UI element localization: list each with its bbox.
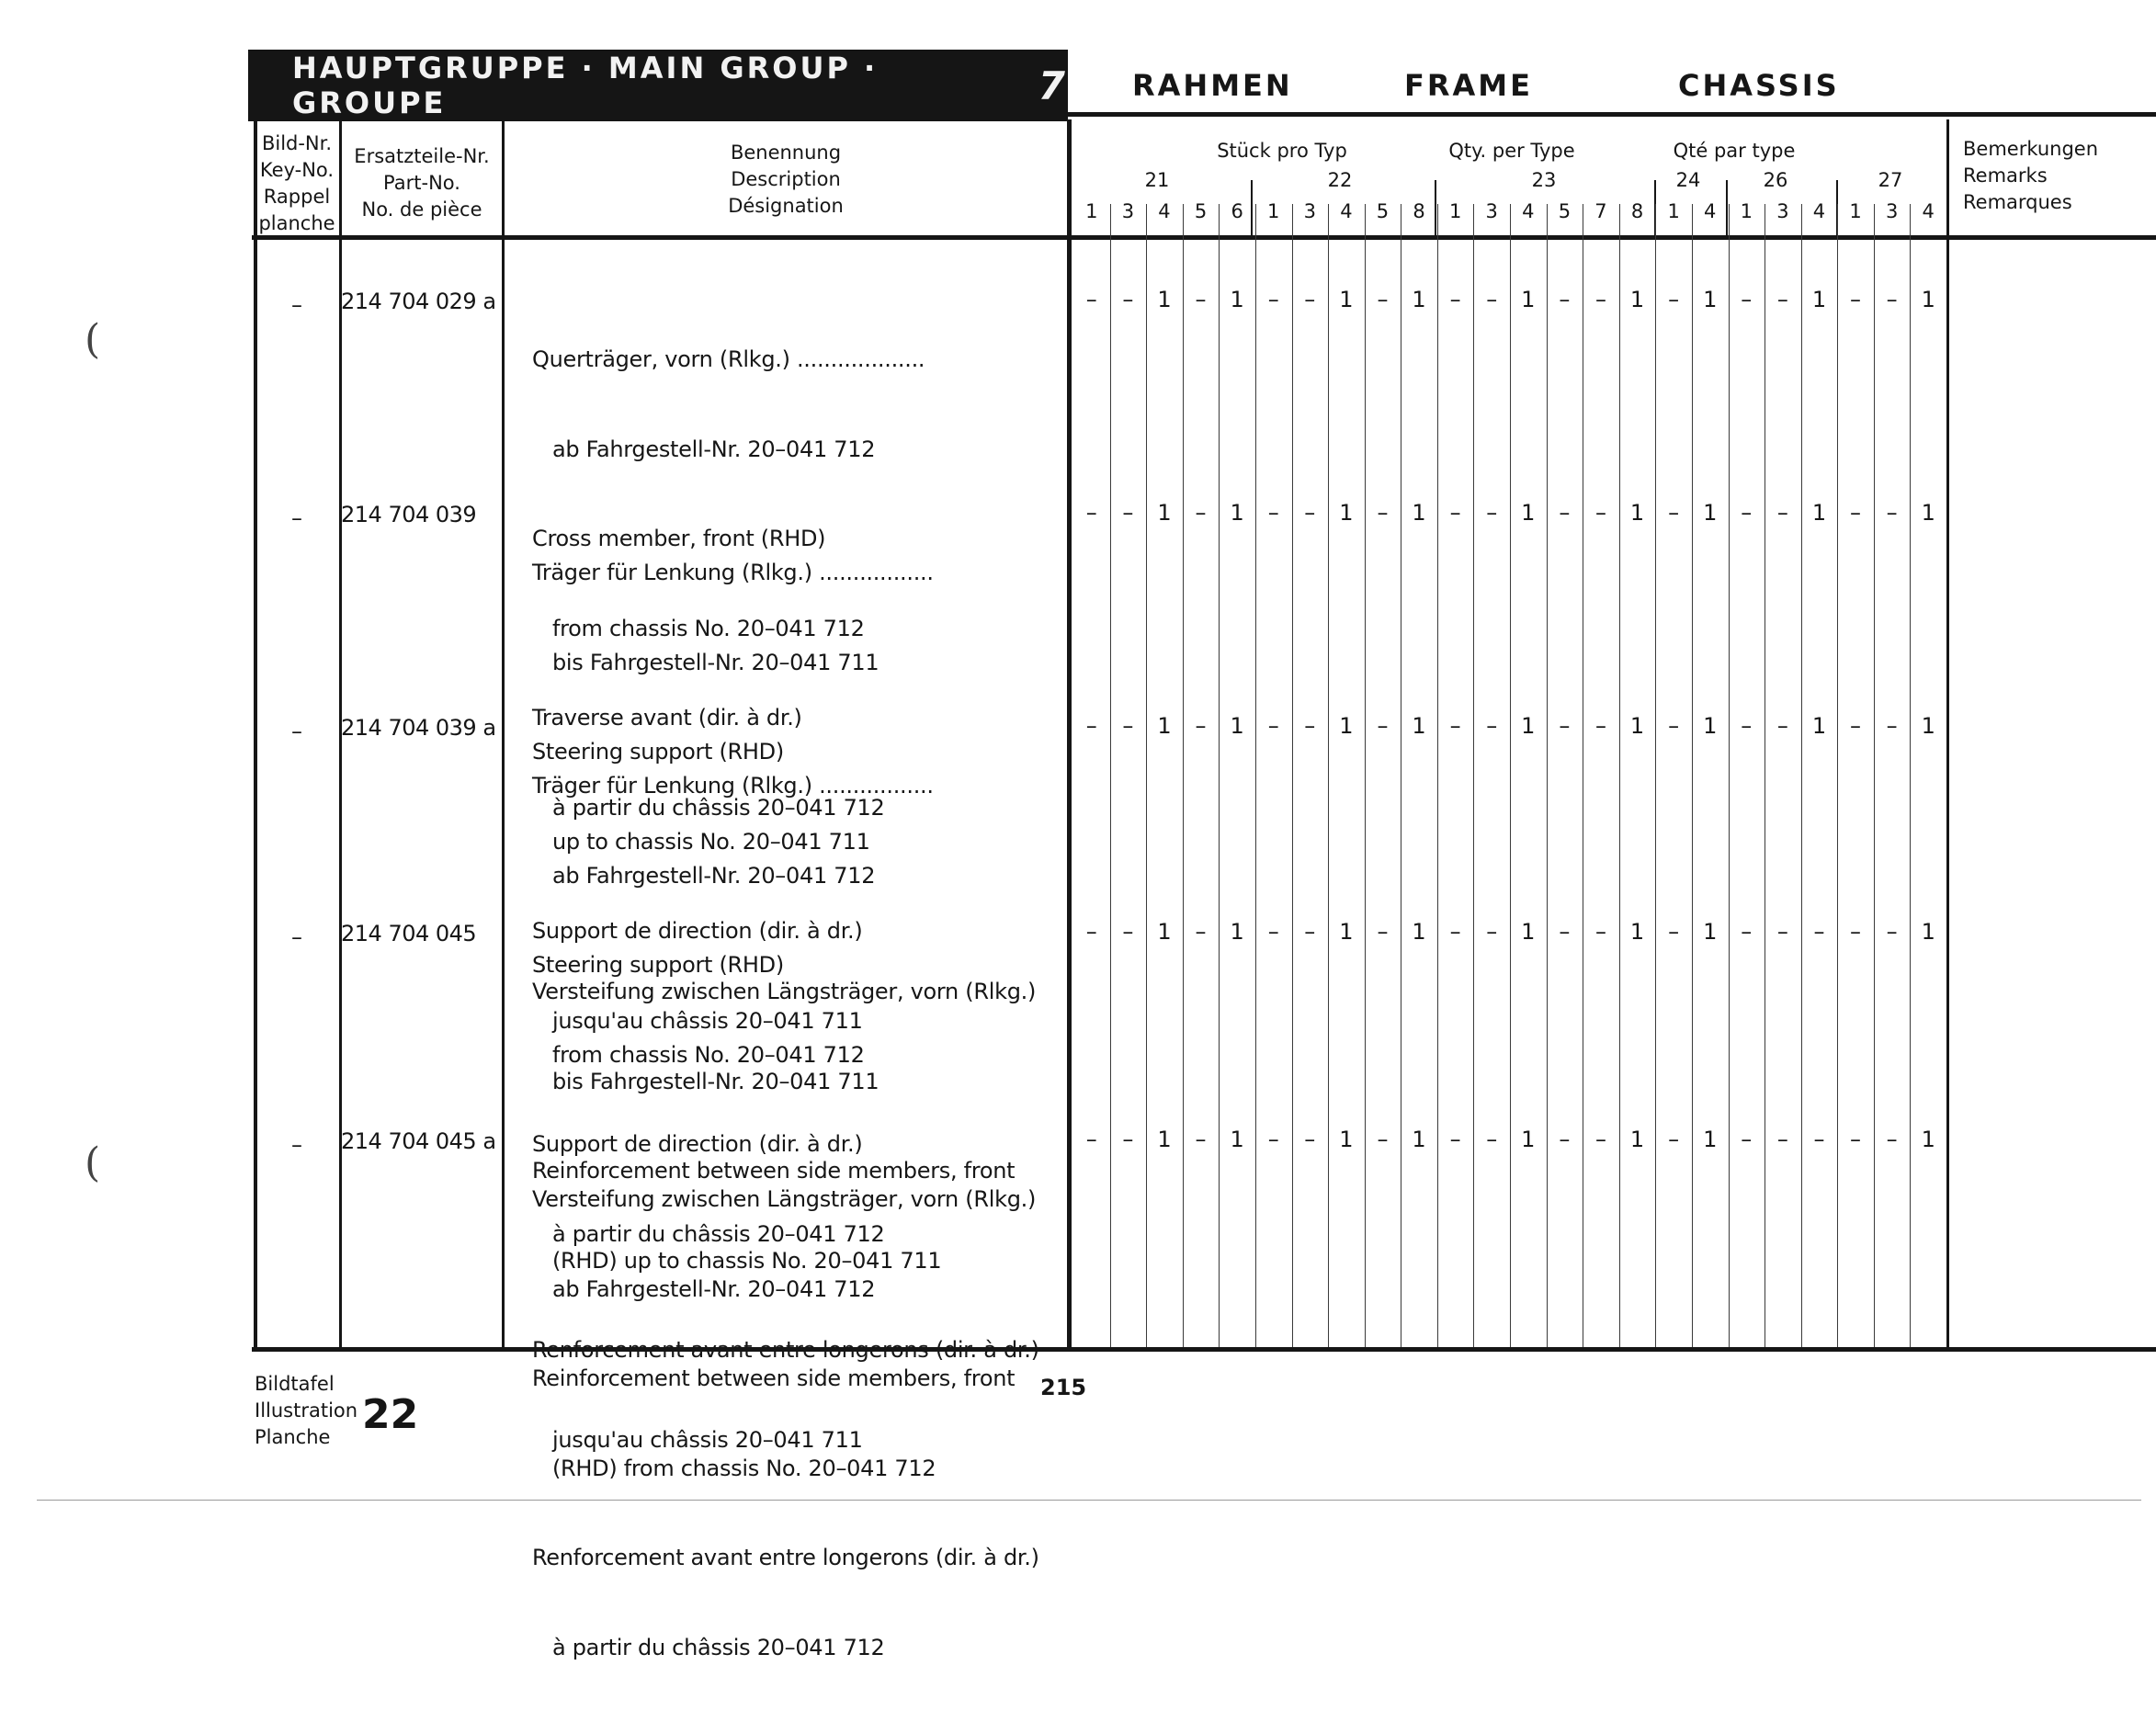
description-line: jusqu'au châssis 20–041 711	[532, 1426, 863, 1453]
page-number: 215	[1040, 1375, 1087, 1400]
qty-header-french: Qté par type	[1673, 140, 1796, 162]
quantity-cell: –	[1668, 287, 1680, 312]
quantity-cell: –	[1886, 1127, 1898, 1152]
description-line: Träger für Lenkung (Rlkg.) .................	[532, 773, 934, 799]
quantity-cell: 1	[1412, 1127, 1426, 1152]
part-header-line: Ersatzteile-Nr.	[354, 145, 490, 167]
col-divider-part	[502, 121, 505, 1351]
quantity-cell: –	[1559, 713, 1571, 739]
quantity-cell: 1	[1703, 287, 1718, 312]
quantity-cell: –	[1741, 713, 1753, 739]
part-number: 214 704 045	[341, 921, 477, 946]
quantity-cell: –	[1304, 287, 1316, 312]
description-line: Reinforcement between side members, front	[532, 1158, 1016, 1184]
description-line: bis Fahrgestell-Nr. 20–041 711	[532, 1068, 879, 1094]
quantity-cell: –	[1486, 1127, 1498, 1152]
description-header-line: Benennung	[730, 142, 842, 164]
quantity-cell: –	[1668, 1127, 1680, 1152]
quantity-cell: –	[1850, 713, 1862, 739]
header-word-german: RAHMEN	[1132, 68, 1293, 103]
description-line: Steering support (RHD)	[532, 952, 784, 978]
quantity-cell: 1	[1230, 713, 1244, 739]
quantity-cell: 1	[1521, 500, 1536, 526]
quantity-cell: –	[1085, 713, 1097, 739]
quantity-cell: 1	[1921, 500, 1935, 526]
quantity-cell: –	[1377, 919, 1389, 945]
description-header-line: Description	[731, 168, 841, 190]
margin-bracket-mark: (	[85, 1139, 101, 1186]
type-column-number: 3	[1776, 200, 1789, 222]
quantity-cell: 1	[1921, 919, 1935, 945]
type-column-divider	[1110, 204, 1111, 1347]
quantity-cell: 1	[1629, 713, 1645, 739]
quantity-cell: –	[1449, 919, 1461, 945]
quantity-cell: –	[1813, 1127, 1825, 1152]
remarks-column-header	[1963, 136, 2098, 216]
quantity-cell: 1	[1921, 1127, 1935, 1152]
quantity-cell: –	[1486, 919, 1498, 945]
quantity-cell: –	[1559, 500, 1571, 526]
quantity-cell: 1	[1703, 500, 1718, 526]
quantity-cell: –	[1741, 287, 1753, 312]
quantity-cell: –	[1377, 287, 1389, 312]
quantity-cell: –	[1776, 713, 1788, 739]
quantity-cell: 1	[1703, 919, 1718, 945]
description-line: à partir du châssis 20–041 712	[532, 1634, 885, 1660]
quantity-cell: –	[1449, 1127, 1461, 1152]
type-column-divider	[1547, 204, 1548, 1347]
qty-header-german: Stück pro Typ	[1217, 140, 1347, 162]
key-header-line: Rappel	[263, 186, 331, 208]
type-column-number: 4	[1704, 200, 1717, 222]
key-number: –	[291, 1132, 302, 1158]
remarks-header-line: Bemerkungen	[1963, 138, 2099, 160]
quantity-cell: –	[1267, 287, 1279, 312]
type-column-number: 4	[1522, 200, 1535, 222]
part-header-line: Part-No.	[383, 172, 460, 194]
plate-number: 22	[362, 1391, 419, 1438]
description-line: Versteifung zwischen Längsträger, vorn (Rlkg.)	[532, 1186, 1037, 1212]
quantity-cell: –	[1449, 500, 1461, 526]
description-line: Traverse avant (dir. à dr.)	[532, 705, 802, 731]
type-column-number: 1	[1667, 200, 1680, 222]
quantity-cell: –	[1559, 919, 1571, 945]
quantity-cell: 1	[1811, 500, 1827, 526]
quantity-cell: –	[1267, 713, 1279, 739]
main-group-title-bar	[248, 50, 1068, 121]
quantity-cell: –	[1195, 1127, 1207, 1152]
type-column-divider	[1692, 204, 1693, 1347]
key-number: –	[291, 292, 302, 318]
quantity-cell: –	[1449, 287, 1461, 312]
part-description	[532, 1125, 1039, 1722]
quantity-cell: –	[1594, 713, 1606, 739]
type-column-divider	[1146, 204, 1147, 1347]
description-line: à partir du châssis 20–041 712	[532, 794, 885, 821]
quantity-cell: –	[1886, 713, 1898, 739]
type-column-number: 6	[1231, 200, 1243, 222]
type-column-number: 4	[1158, 200, 1171, 222]
quantity-cell: –	[1486, 713, 1498, 739]
description-line: from chassis No. 20–041 712	[532, 615, 865, 641]
quantity-cell: 1	[1339, 1127, 1354, 1152]
key-number: –	[291, 505, 302, 531]
type-column-number: 5	[1376, 200, 1390, 222]
key-column-header	[255, 130, 338, 237]
key-number: –	[291, 924, 302, 950]
description-line: Support de direction (dir. à dr.)	[532, 918, 863, 944]
quantity-cell: 1	[1412, 287, 1426, 312]
description-line: bis Fahrgestell-Nr. 20–041 711	[532, 649, 879, 675]
type-column-divider	[1837, 204, 1838, 1347]
type-column-divider	[1874, 204, 1875, 1347]
quantity-cell: 1	[1157, 1127, 1172, 1152]
quantity-cell: –	[1741, 500, 1753, 526]
plate-label-line: Illustration	[255, 1399, 358, 1422]
quantity-cell: –	[1195, 919, 1207, 945]
quantity-cell: –	[1195, 287, 1207, 312]
quantity-cell: –	[1850, 287, 1862, 312]
quantity-cell: –	[1195, 713, 1207, 739]
quantity-cell: 1	[1412, 919, 1426, 945]
description-line: Renforcement avant entre longerons (dir. à dr.)	[532, 1337, 1039, 1363]
qty-header-english: Qty. per Type	[1448, 140, 1575, 162]
quantity-cell: –	[1850, 500, 1862, 526]
type-column-divider	[1437, 204, 1438, 1347]
quantity-cell: –	[1267, 500, 1279, 526]
type-group-label: 23	[1531, 169, 1557, 191]
quantity-cell: –	[1886, 919, 1898, 945]
quantity-cell: 1	[1157, 919, 1172, 945]
quantity-cell: –	[1486, 287, 1498, 312]
quantity-cell: –	[1122, 1127, 1134, 1152]
quantity-cell: –	[1886, 500, 1898, 526]
type-column-divider	[1510, 204, 1511, 1347]
main-group-title: HAUPTGRUPPE · MAIN GROUP · GROUPE	[292, 51, 879, 120]
type-column-divider	[1219, 204, 1220, 1347]
quantity-cell: 1	[1921, 713, 1935, 739]
part-number: 214 704 029 a	[341, 289, 496, 314]
type-group-label: 27	[1878, 169, 1903, 191]
quantity-cell: –	[1850, 919, 1862, 945]
type-column-number: 5	[1194, 200, 1208, 222]
quantity-cell: 1	[1339, 287, 1354, 312]
key-number: –	[291, 719, 302, 744]
quantity-cell: –	[1668, 713, 1680, 739]
type-group-separator	[1435, 180, 1436, 235]
quantity-cell: 1	[1811, 287, 1827, 312]
quantity-cell: –	[1122, 713, 1134, 739]
quantity-cell: 1	[1412, 500, 1426, 526]
part-column-header	[342, 143, 502, 223]
quantity-cell: 1	[1703, 713, 1718, 739]
quantity-cell: 1	[1703, 1127, 1718, 1152]
part-number: 214 704 039	[341, 502, 477, 527]
quantity-cell: 1	[1230, 500, 1244, 526]
quantity-cell: –	[1594, 287, 1606, 312]
quantity-cell: –	[1377, 1127, 1389, 1152]
description-line: Träger für Lenkung (Rlkg.) .................	[532, 560, 934, 585]
type-column-number: 3	[1885, 200, 1899, 222]
type-column-number: 1	[1085, 200, 1098, 222]
type-column-divider	[1619, 204, 1620, 1347]
quantity-cell: 1	[1521, 919, 1536, 945]
quantity-cell: 1	[1629, 500, 1645, 526]
description-line: à partir du châssis 20–041 712	[532, 1220, 885, 1247]
quantity-cell: –	[1668, 500, 1680, 526]
quantity-cell: –	[1594, 1127, 1606, 1152]
quantity-cell: –	[1559, 287, 1571, 312]
type-column-number: 7	[1594, 200, 1607, 222]
quantity-cell: 1	[1412, 713, 1426, 739]
type-column-number: 4	[1922, 200, 1935, 222]
quantity-cell: 1	[1629, 919, 1645, 945]
type-column-divider	[1729, 204, 1730, 1347]
part-number: 214 704 039 a	[341, 715, 496, 741]
key-header-line: Bild-Nr.	[261, 132, 333, 154]
quantity-cell: –	[1085, 287, 1097, 312]
quantity-cell: 1	[1157, 713, 1172, 739]
quantity-cell: –	[1741, 919, 1753, 945]
quantity-cell: –	[1776, 919, 1788, 945]
col-divider-remarks	[1946, 119, 1949, 1351]
description-line: ab Fahrgestell-Nr. 20–041 712	[532, 436, 876, 462]
part-number: 214 704 045 a	[341, 1128, 496, 1154]
key-header-line: planche	[258, 212, 335, 234]
description-line: Steering support (RHD)	[532, 739, 784, 765]
quantity-cell: 1	[1230, 1127, 1244, 1152]
quantity-cell: 1	[1629, 1127, 1645, 1152]
type-column-number: 8	[1413, 200, 1425, 222]
type-column-number: 3	[1121, 200, 1135, 222]
header-bottom-rule	[252, 235, 2156, 240]
quantity-cell: –	[1486, 500, 1498, 526]
quantity-cell: 1	[1339, 500, 1354, 526]
quantity-cell: –	[1776, 500, 1788, 526]
type-column-number: 1	[1448, 200, 1462, 222]
description-line: Cross member, front (RHD)	[532, 526, 826, 551]
quantity-cell: –	[1594, 500, 1606, 526]
description-line: up to chassis No. 20–041 711	[532, 828, 870, 855]
quantity-cell: –	[1304, 713, 1316, 739]
quantity-cell: –	[1850, 1127, 1862, 1152]
quantity-cell: –	[1122, 500, 1134, 526]
header-word-french: CHASSIS	[1678, 68, 1840, 103]
quantity-cell: 1	[1157, 500, 1172, 526]
quantity-cell: –	[1085, 1127, 1097, 1152]
quantity-cell: 1	[1339, 919, 1354, 945]
type-column-divider	[1328, 204, 1329, 1347]
quantity-cell: 1	[1921, 287, 1935, 312]
quantity-cell: –	[1741, 1127, 1753, 1152]
quantity-cell: –	[1668, 919, 1680, 945]
type-column-number: 3	[1303, 200, 1316, 222]
header-word-english: FRAME	[1404, 68, 1533, 103]
type-group-label: 21	[1144, 169, 1170, 191]
quantity-cell: –	[1085, 500, 1097, 526]
quantity-cell: 1	[1629, 287, 1645, 312]
quantity-cell: 1	[1521, 287, 1536, 312]
quantity-cell: –	[1085, 919, 1097, 945]
header-rule	[1068, 112, 2156, 117]
plate-label-line: Bildtafel	[255, 1373, 335, 1395]
quantity-cell: –	[1377, 500, 1389, 526]
type-column-number: 1	[1849, 200, 1862, 222]
quantity-cell: –	[1559, 1127, 1571, 1152]
type-column-number: 4	[1812, 200, 1826, 222]
quantity-cell: –	[1776, 287, 1788, 312]
description-line: (RHD) up to chassis No. 20–041 711	[532, 1247, 942, 1274]
description-line: (RHD) from chassis No. 20–041 712	[532, 1455, 936, 1481]
description-header-line: Désignation	[728, 195, 844, 217]
description-line: Versteifung zwischen Längsträger, vorn (Rlkg.)	[532, 979, 1037, 1004]
description-column-header	[505, 140, 1067, 220]
quantity-cell: –	[1304, 919, 1316, 945]
remarks-header-line: Remarks	[1963, 164, 2048, 187]
type-column-number: 1	[1267, 200, 1280, 222]
type-column-divider	[1183, 204, 1184, 1347]
type-column-divider	[1801, 204, 1802, 1347]
quantity-cell: –	[1377, 713, 1389, 739]
remarks-header-line: Remarques	[1963, 191, 2072, 213]
quantity-cell: –	[1886, 287, 1898, 312]
page-edge-line	[37, 1500, 2141, 1501]
quantity-cell: –	[1304, 1127, 1316, 1152]
quantity-cell: 1	[1521, 713, 1536, 739]
plate-label-line: Planche	[255, 1426, 331, 1448]
quantity-cell: –	[1267, 1127, 1279, 1152]
quantity-cell: 1	[1157, 287, 1172, 312]
quantity-cell: –	[1122, 287, 1134, 312]
type-column-divider	[1365, 204, 1366, 1347]
quantity-cell: 1	[1521, 1127, 1536, 1152]
type-column-divider	[1292, 204, 1293, 1347]
description-line: ab Fahrgestell-Nr. 20–041 712	[532, 862, 876, 889]
key-header-line: Key-No.	[259, 159, 335, 181]
description-line: Reinforcement between side members, front	[532, 1365, 1016, 1391]
description-line: Renforcement avant entre longerons (dir. à dr.)	[532, 1545, 1039, 1570]
type-column-divider	[1255, 204, 1256, 1347]
description-line: Support de direction (dir. à dr.)	[532, 1131, 863, 1157]
quantity-cell: –	[1813, 919, 1825, 945]
type-column-divider	[1910, 204, 1911, 1347]
quantity-cell: –	[1304, 500, 1316, 526]
type-column-number: 4	[1340, 200, 1353, 222]
part-header-line: No. de pièce	[361, 198, 482, 221]
type-column-divider	[1655, 204, 1656, 1347]
description-line: Querträger, vorn (Rlkg.) ...................	[532, 346, 925, 372]
plate-label	[255, 1371, 357, 1451]
quantity-cell: 1	[1230, 287, 1244, 312]
quantity-cell: 1	[1339, 713, 1354, 739]
description-line: ab Fahrgestell-Nr. 20–041 712	[532, 1275, 876, 1302]
type-group-separator	[1251, 180, 1253, 235]
main-group-number: 7	[1038, 62, 1068, 108]
col-divider-description	[1067, 119, 1072, 1351]
quantity-cell: –	[1195, 500, 1207, 526]
quantity-cell: –	[1776, 1127, 1788, 1152]
type-column-number: 5	[1558, 200, 1572, 222]
quantity-cell: –	[1267, 919, 1279, 945]
type-group-label: 26	[1763, 169, 1788, 191]
margin-bracket-mark: (	[85, 316, 101, 363]
type-column-divider	[1473, 204, 1474, 1347]
quantity-cell: –	[1449, 713, 1461, 739]
description-line: jusqu'au châssis 20–041 711	[532, 1007, 863, 1034]
type-group-label: 22	[1327, 169, 1353, 191]
quantity-cell: 1	[1230, 919, 1244, 945]
quantity-cell: 1	[1811, 713, 1827, 739]
type-column-number: 3	[1485, 200, 1498, 222]
type-column-number: 8	[1630, 200, 1644, 222]
description-line: from chassis No. 20–041 712	[532, 1041, 865, 1068]
type-group-label: 24	[1675, 169, 1701, 191]
quantity-cell: –	[1122, 919, 1134, 945]
type-column-number: 1	[1740, 200, 1753, 222]
quantity-cell: –	[1594, 919, 1606, 945]
